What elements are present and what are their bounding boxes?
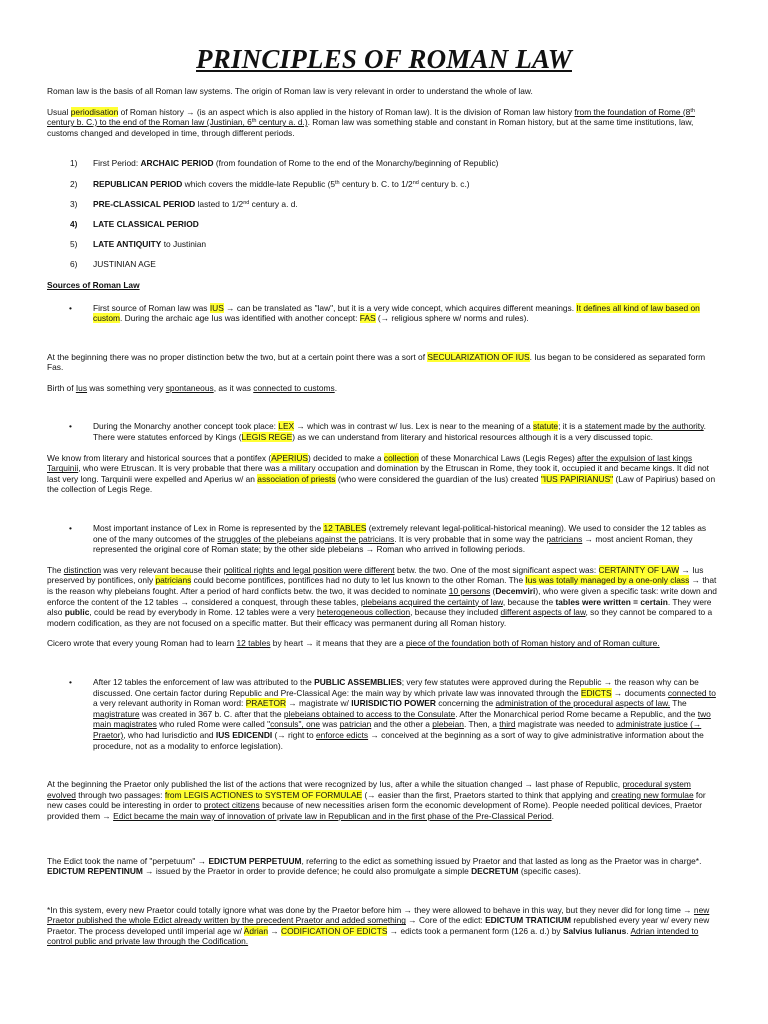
period-item: 5) LATE ANTIQUITY to Justinian (70, 239, 207, 250)
perpetuum-paragraph: The Edict took the name of "perpetuum" → EDICTUM PERPETUUM, referring to the edict as something issued by Praetor and that lasted as long as the Praetor was in charge*. EDICTUM REPENTINUM → issued by the Praetor in order to provide defence; he could also promulgate a simple DECRETUM (specific cases). (47, 855, 702, 877)
period-list (47, 158, 721, 270)
period-item: 6) JUSTINIAN AGE (70, 259, 156, 270)
praetor-paragraph: At the beginning the Praetor only published the list of the actions that were recognized by Ius, after a while the situation changed → last phase of Republic, procedural system evolved through two passages: from LEGIS ACTIONES to SYSTEM OF FORMULAE (→ easier than the first, Praetors started to think that applying and creating new formulae for new cases could be interesting in order to protect citizens because of new necessities arisen form the economic development of Rome). People needed political devices, Praetor provided them → Edict became the main way of innovation of private law in Republican and in the first phase of the Pre-Classical Period. (47, 779, 706, 821)
bullet-dot: • (69, 676, 72, 687)
period-item: 2) REPUBLICAN PERIOD which covers the middle-late Republic (5th century b. C. to 1/2nd century b. c.) (70, 178, 470, 189)
cicero-paragraph: Cicero wrote that every young Roman had to learn 12 tables by heart → it means that they are a piece of the foundation both of Roman history and of Roman culture. (47, 638, 660, 649)
period-item: 1) First Period: ARCHAIC PERIOD (from foundation of Rome to the end of the Monarchy/beginning of Republic) (70, 158, 499, 169)
system-paragraph: *In this system, every new Praetor could totally ignore what was done by the Praetor before him → they were allowed to behave in this way, but they never did for long time → new Praetor published the whole Edict already written by the precedent Praetor and added something → Core of the edict: EDICTUM TRATICIUM republished every year w/ every new Praetor. The process developed until imperial age w/ Adrian → CODIFICATION OF EDICTS → edicts took a permanent form (126 a. d.) by Salvius Iulianus. Adrian intended to control public and private law through the Codification. (47, 904, 710, 947)
highlight: periodisation (70, 106, 119, 117)
pontifex-paragraph: We know from literary and historical sources that a pontifex (APERIUS) decided to make a collection of these Monarchical Laws (Legis Reges) after the expulsion of last kings Tarquinii, who were Etruscan. It is very probable that there was a military occupation and domination by the Etruscan in Rome, they took it, occupied it and became kings. It did not last very long. Tarquinii were expelled and Aperius w/ an association of priests (who were considered the guardian of the Ius) created "IUS PAPIRIANUS" (Law of Papirius) based on the collection of Legis Rege. (47, 452, 716, 495)
distinction-paragraph: The distinction was very relevant because their political rights and legal position were different betw. the two. One of the most significant aspect was: CERTAINTY OF LAW → Ius preserved by pontifices, only patricians could become pontifices, pontifices had no duty to let Ius known to the other Roman. The Ius was totally managed by a one-only class → that is the reason why plebeians fought. After a period of hard conflicts betw. the two, it was decided to nominate 10 persons (Decemviri), who were given a specific task: write down and enforce the content of the 12 tables → considered a conquest, through these tables, plebeians acquired the certainty of law, because the tables were written = certain. They were also public, could be read by everybody in Rome. 12 tables were a very heterogeneous collection, because they included different aspects of law, so they cannot be compared to a modern codification, as they are not focused on a specific matter. But their efficacy was permanent during all Roman history. (47, 564, 717, 628)
page-title: PRINCIPLES OF ROMAN LAW (196, 44, 572, 74)
bullet-item: • Most important instance of Lex in Rome is represented by the 12 TABLES (extremely relevant legal-political-historical meaning). We used to consider the 12 tables as one of the many outcomes of the struggles of the plebeians against the patricians. It is very probable that in some way the patricians → most ancient Roman, they represented the original core of Roman state; by the other side plebeians → Roman who arrived in following periods. (69, 523, 707, 555)
bullet-item: • During the Monarchy another concept took place: LEX → which was in contrast w/ Ius. Lex is near to the meaning of a statute; it is a statement made by the authority. There were statutes enforced by Kings (LEGIS REGE) as we can understand from literary and historical resources although it is a very discussed topic. (69, 421, 706, 443)
bullet-dot: • (69, 302, 72, 313)
bullet-dot: • (69, 421, 72, 432)
secularization-paragraph: At the beginning there was no proper distinction betw the two, but at a certain point there was a sort of SECULARIZATION OF IUS. Ius began to be considered as separated form Fas. (47, 351, 706, 373)
bullet-dot: • (69, 523, 72, 534)
bullet-item: • After 12 tables the enforcement of law was attributed to the PUBLIC ASSEMBLIES; very few statutes were approved during the Republic → the reason why can be discussed. One certain factor during Republic and Pre-Classical Age: the main way by which private law was innovated through the EDICTS → documents connected to a very relevant authority in Roman word: PRAETOR → magistrate w/ IURISDICTIO POWER concerning the administration of the procedural aspects of law. The magistrature was created in 367 b. C. after that the plebeians obtained to access to the Consulate. After the Monarchical period Rome became a Republic, and the two main magistrates who ruled Rome were called "consuls", one was patrician and the other a plebeian. Then, a third magistrate was needed to administrate justice (→ Praetor), who had Iurisdictio and IUS EDICENDI (→ right to enforce edicts → conceived at the beginning as a sort of way to give administrative information about the procedure, not as a modality to enforce legislation). (69, 676, 716, 751)
underline: from the foundation of Rome (8th century b. C.) to the end of the Roman law (Justinian, 6th century a. d.) (47, 106, 695, 128)
section-heading: Sources of Roman Law (47, 279, 140, 290)
period-item: 3) PRE-CLASSICAL PERIOD lasted to 1/2nd century a. d. (70, 198, 298, 209)
periodisation-paragraph: Usual periodisation of Roman history → (is an aspect which is also applied in the history of Roman law). It is the division of Roman law history from the foundation of Rome (8th century b. C.) to the end of the Roman law (Justinian, 6th century a. d.). Roman law was something stable and constant in Roman history, but at the same time institutions, law, customs changed and developed in time, through different periods. (47, 106, 695, 138)
period-item: 4) LATE CLASSICAL PERIOD (70, 218, 199, 229)
intro-paragraph: Roman law is the basis of all Roman law systems. The origin of Roman law is very relevant in order to understand the whole of law. (47, 86, 533, 96)
birth-paragraph: Birth of Ius was something very spontaneous, as it was connected to customs. (47, 382, 338, 393)
bullet-item: • First source of Roman law was IUS → can be translated as "law", but it is a very wide concept, which acquires different meanings. It defines all kind of law based on custom. During the archaic age Ius was identified with another concept: FAS (→ religious sphere w/ norms and rules). (69, 302, 700, 324)
